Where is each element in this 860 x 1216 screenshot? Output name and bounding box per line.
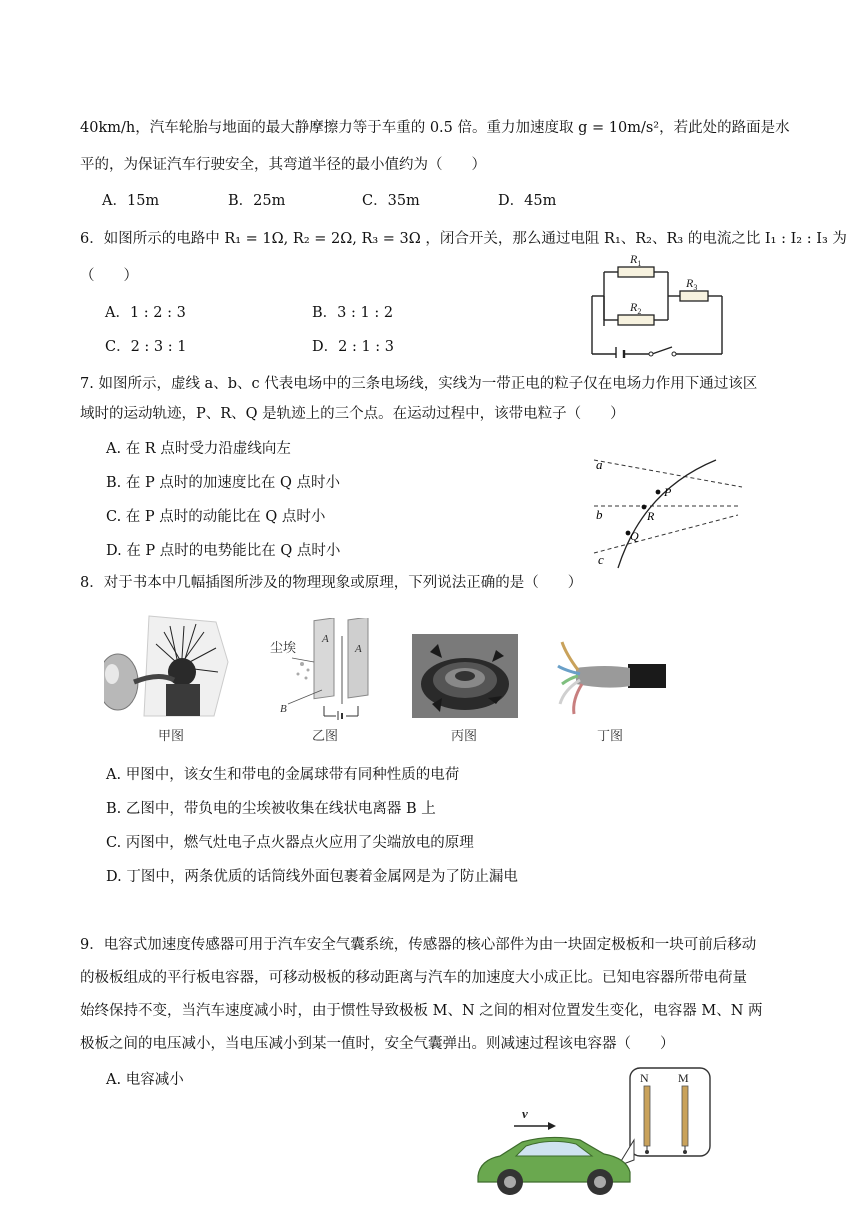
q6-option-b: B．3 : 1 : 2 [312, 305, 394, 321]
q9-line3: 始终保持不变，当汽车速度减小时，由于惯性导致极板 M、N 之间的相对位置发生变化，电容器 M、N 两 [80, 1003, 763, 1019]
q9-line2: 的极板组成的平行板电容器，可移动极板的移动距离与汽车的加速度大小成正比。已知电容器所带电荷量 [80, 970, 747, 986]
q8-option-c: C. 丙图中，燃气灶电子点火器点火应用了尖端放电的原理 [106, 835, 474, 851]
label-a2: A [355, 643, 362, 655]
q5-line1: 40km/h，汽车轮胎与地面的最大静摩擦力等于车重的 0.5 倍。重力加速度取 g = 10m/s²，若此处的路面是水 [80, 120, 790, 136]
q7-field-diagram [588, 450, 748, 572]
label-q: Q [630, 529, 639, 543]
q5-option-b: B．25m [228, 193, 286, 209]
label-a: a [596, 457, 603, 472]
q8-option-b: B. 乙图中，带负电的尘埃被收集在线状电离器 B 上 [106, 801, 436, 817]
label-p: P [664, 485, 672, 499]
field-line-a [594, 460, 742, 487]
q5-option-c: C．35m [362, 193, 420, 209]
figure-label-bing: 丙图 [451, 729, 478, 744]
q7-option-c: C. 在 P 点时的动能比在 Q 点时小 [106, 509, 326, 525]
label-r: R [647, 509, 655, 523]
q9-line4: 极板之间的电压减小，当电压减小到某一值时，安全气囊弹出。则减速过程该电容器（ ） [80, 1036, 675, 1052]
label-dust: 尘埃 [270, 640, 297, 655]
q7-option-a: A. 在 R 点时受力沿虚线向左 [106, 441, 291, 457]
label-r2: $R_2$ [630, 300, 642, 316]
label-m: M [678, 1071, 689, 1085]
label-v: v [522, 1106, 528, 1121]
q5-line2: 平的，为保证汽车行驶安全，其弯道半径的最小值约为（ ） [80, 157, 486, 173]
q9-line1: 9．电容式加速度传感器可用于汽车安全气囊系统，传感器的核心部件为由一块固定极板和一块可前后移动 [80, 937, 757, 953]
q8-figure-bing [412, 634, 518, 718]
label-a1: A [322, 633, 329, 645]
point-r [642, 505, 647, 510]
q8-figure-ding [556, 634, 668, 718]
switch-contact [672, 352, 676, 356]
q7-option-d: D. 在 P 点时的电势能比在 Q 点时小 [106, 543, 341, 559]
label-c: c [598, 552, 604, 567]
label-b: b [596, 507, 603, 522]
q9-option-a: A. 电容减小 [106, 1072, 184, 1088]
q6-option-c: C．2 : 3 : 1 [105, 339, 187, 355]
q6-option-a: A．1 : 2 : 3 [105, 305, 186, 321]
figure-label-jia: 甲图 [158, 729, 185, 744]
label-n: N [640, 1071, 649, 1085]
label-r3: $R_3$ [686, 276, 698, 292]
figure-label-yi: 乙图 [312, 729, 339, 744]
q9-car-sensor-figure [470, 1064, 720, 1200]
resistor-r1 [618, 267, 654, 277]
q6-line1: 6．如图所示的电路中 R₁ = 1Ω, R₂ = 2Ω, R₃ = 3Ω ，闭合开关，那么通过电阻 R₁、R₂、R₃ 的电流之比 I₁ : I₂ : I₃ 为 [80, 231, 847, 247]
q6-option-d: D．2 : 1 : 3 [312, 339, 395, 355]
q8-figure-yi [262, 618, 382, 720]
resistor-r3 [680, 291, 708, 301]
q7-line1: 7. 如图所示，虚线 a、b、c 代表电场中的三条电场线，实线为一带正电的粒子仅在电场力作用下通过该区 [80, 376, 758, 392]
field-line-c [594, 515, 738, 553]
q6-line2: （ ） [80, 268, 138, 284]
q7-line2: 域时的运动轨迹，P、R、Q 是轨迹上的三个点。在运动过程中，该带电粒子（ ） [80, 406, 625, 422]
q8-figure-jia [104, 612, 232, 717]
label-b: B [280, 703, 287, 715]
point-p [656, 490, 661, 495]
q5-option-a: A．15m [102, 193, 160, 209]
q5-option-d: D．45m [498, 193, 557, 209]
q8-option-d: D. 丁图中，两条优质的话筒线外面包裹着金属网是为了防止漏电 [106, 869, 518, 885]
plate-m [682, 1086, 688, 1146]
switch-pivot [649, 352, 653, 356]
q6-circuit-diagram [588, 246, 738, 358]
particle-trajectory [618, 460, 716, 568]
q8-option-a: A. 甲图中，该女生和带电的金属球带有同种性质的电荷 [106, 767, 460, 783]
q7-option-b: B. 在 P 点时的加速度比在 Q 点时小 [106, 475, 340, 491]
resistor-r2 [618, 315, 654, 325]
figure-label-ding: 丁图 [597, 729, 624, 744]
q8-line1: 8．对于书本中几幅插图所涉及的物理现象或原理，下列说法正确的是（ ） [80, 575, 583, 591]
label-r1: $R_1$ [630, 252, 642, 268]
plate-n [644, 1086, 650, 1146]
